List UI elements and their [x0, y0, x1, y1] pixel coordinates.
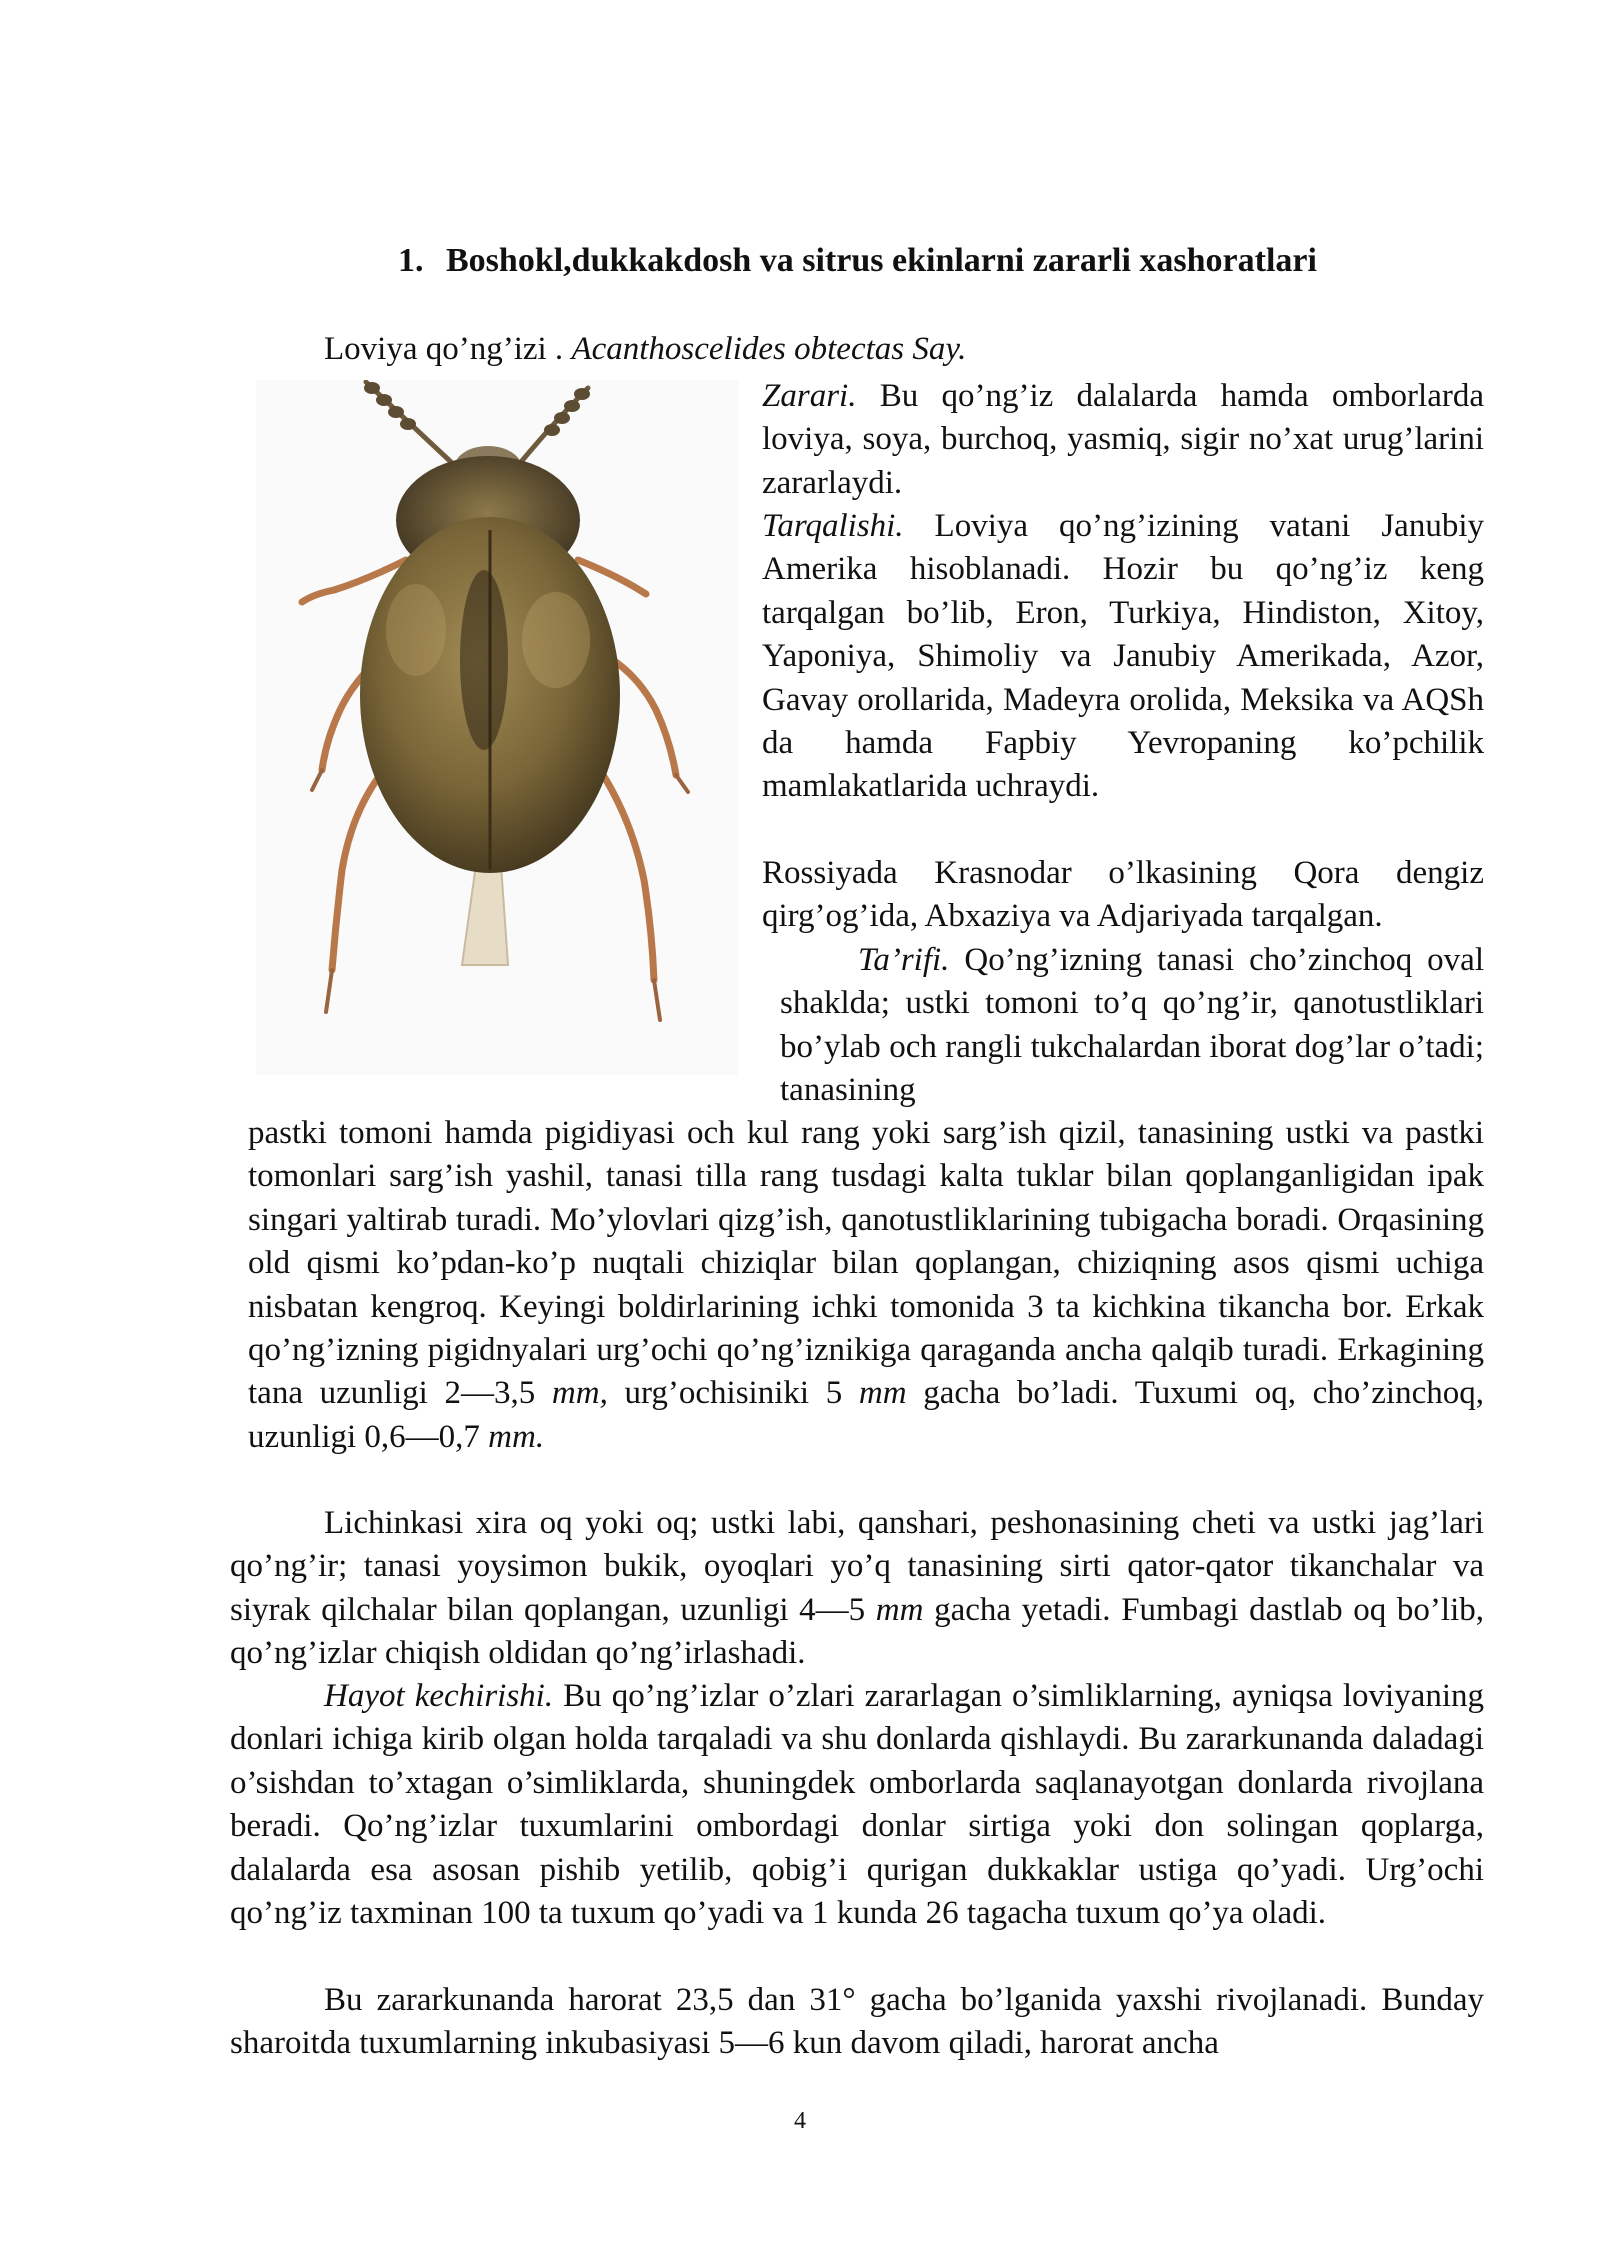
section-heading	[398, 240, 1498, 282]
text-distribution: Loviya qo’ng’izining vatani Janubiy Amerika hisoblanadi. Hozir bu qo’ng’iz keng tarqalgan bo’lib, Eron, Turkiya, Hindiston, Xitoy, Yaponiya, Shimoliy va Janubiy Amerikada, Azor, Gavay orollarida, Madeyra orolida, Meksika va AQSh da hamda Fapbiy Yevropaning ko’pchilik mamlakatlarida uchraydi.	[762, 508, 1484, 805]
species-subtitle	[324, 328, 966, 370]
paragraph-larva	[230, 1502, 1484, 1676]
label-damage: Zarari.	[762, 378, 857, 414]
paragraph-lifecycle	[230, 1675, 1484, 1935]
text-description-a: Qo’ng’izning tanasi cho’zinchoq oval shaklda; ustki tomoni to’q qo’ng’ir, qanotustliklari bo’ylab och rangli tukchalardan iborat dog’lar o’tadi; tanasining	[780, 942, 1484, 1109]
text-description-d: gacha bo’ladi. Tuxumi oq, cho’zinchoq, uzunligi 0,6—0,7	[248, 1375, 1484, 1455]
text-description-c: urg’ochisiniki 5	[607, 1375, 859, 1412]
unit-mm-2: mm	[858, 1375, 907, 1412]
unit-mm-3: mm.	[488, 1418, 545, 1455]
page-number: 4	[794, 2108, 806, 2134]
section-number: 1.	[398, 242, 424, 279]
text-larva-b: gacha yetadi. Fumbagi dastlab oq bo’lib, qo’ng’izlar chiqish oldidan qo’ng’irlashadi.	[230, 1591, 1484, 1672]
paragraph-temperature	[230, 1979, 1484, 2066]
paragraph-distribution	[762, 505, 1484, 809]
text-temperature: Bu zararkunanda harorat 23,5 dan 31° gacha bo’lganida yaxshi rivojlanadi. Bunday sharoitda tuxumlarning inkubasiyasi 5—6 kun davom qiladi, harorat ancha	[230, 1982, 1484, 2062]
section-title: Boshokl,dukkakdosh va sitrus ekinlarni zararli xashoratlari	[446, 242, 1317, 279]
paragraph-damage	[762, 375, 1484, 505]
beetle-illustration	[256, 380, 738, 1075]
species-latin-name: Acanthoscelides obtectas Say.	[571, 331, 967, 367]
label-description: Ta’rifi.	[858, 942, 950, 978]
text-description-b: pastki tomoni hamda pigidiyasi och kul rang yoki sarg’ish qizil, tanasining ustki va pastki tomonlari sarg’ish yashil, tanasi tilla rang tusdagi kalta tuklar bilan qoplanganligidan ipak singari yaltirab turadi. Mo’ylovlari qizg’ish, qanotustliklarining tubigacha boradi. Orqasining old qismi ko’pdan-ko’p nuqtali chiziqlar bilan qoplangan, chiziqning asos qismi uchiga nisbatan kengroq. Keyingi boldirlarining ichki tomonida 3 ta kichkina tikancha bor. Erkak qo’ng’izning pigidnyalari urg’ochi qo’ng’iznikiga qaraganda ancha qalqib turadi. Erkagining tana uzunligi 2—3,5	[248, 1115, 1484, 1412]
unit-mm-4: mm	[875, 1591, 924, 1628]
paragraph-description-start	[780, 939, 1484, 1113]
paragraph-description-cont	[248, 1112, 1484, 1459]
text-larva-a: Lichinkasi xira oq yoki oq; ustki labi, qanshari, peshonasining cheti va ustki jag’lari qo’ng’ir; tanasi yoysimon bukik, oyoqlari yo’q tanasining sirti qator-qator tikanchalar va siyrak qilchalar bilan qoplangan, uzunligi 4—5	[230, 1505, 1484, 1628]
species-common-name: Loviya qo’ng’izi .	[324, 331, 572, 367]
unit-mm-1: mm,	[551, 1375, 608, 1412]
label-lifecycle: Hayot kechirishi.	[324, 1678, 554, 1714]
text-lifecycle: Bu qo’ng’izlar o’zlari zararlagan o’simliklarning, ayniqsa loviyaning donlari ichiga kirib olgan holda tarqaladi va shu donlarda qishlaydi. Bu zararkunanda daladagi o’sishdan to’xtagan o’simliklarda, shuningdek omborlarda saqlanayotgan donlarda rivojlana beradi. Qo’ng’izlar tuxumlarini ombordagi donlar sirtiga yoki don solingan qoplarga, dalalarda esa asosan pishib yetilib, qobig’i qurigan dukkaklar ustiga qo’yadi. Urg’ochi qo’ng’iz taxminan 100 ta tuxum qo’yadi va 1 kunda 26 tagacha tuxum qo’ya oladi.	[230, 1678, 1484, 1932]
paragraph-russia	[762, 852, 1484, 939]
beetle-photo	[256, 380, 738, 1075]
text-russia: Rossiyada Krasnodar o’lkasining Qora dengiz qirg’og’ida, Abxaziya va Adjariyada tarqalgan.	[762, 855, 1484, 935]
text-damage: Bu qo’ng’iz dalalarda hamda omborlarda loviya, soya, burchoq, yasmiq, sigir no’xat urug’larini zararlaydi.	[762, 378, 1484, 501]
label-distribution: Tarqalishi.	[762, 508, 904, 544]
